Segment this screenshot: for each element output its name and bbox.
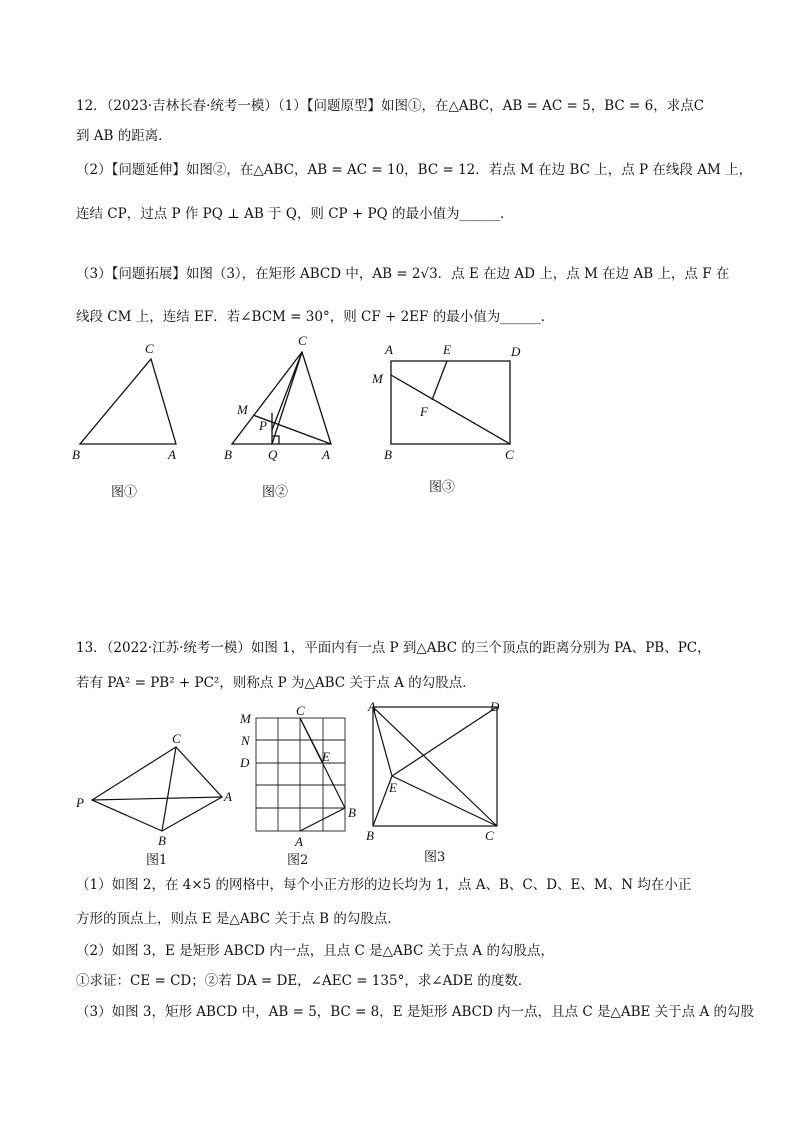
q13-fig1-label-a: A	[224, 789, 232, 804]
q13-fig1-label-c: C	[172, 731, 181, 746]
q12-line-2: 到 AB 的距离．	[76, 128, 172, 144]
q12-fig1-label-c: C	[145, 341, 154, 356]
q12-fig3-label-d: D	[511, 344, 521, 359]
q12-line-5: （3）【问题拓展】如图（3），在矩形 ABCD 中，AB = 2√3．点 E 在边 AD 上，点 M 在边 AB 上，点 F 在	[76, 266, 730, 282]
q13-fig2-grid	[256, 718, 345, 831]
q13-fig2-label-m: M	[240, 711, 251, 726]
q12-fig3-caption: 图③	[429, 480, 456, 495]
q12-fig3-rectangle	[391, 361, 510, 444]
q12-fig3-label-e: E	[443, 342, 451, 357]
q13-fig2-label-c: C	[296, 703, 305, 718]
q13-line-2: 若有 PA² = PB² + PC²，则称点 P 为△ABC 关于点 A 的勾股点．	[76, 675, 476, 691]
q12-fig3-label-b: B	[384, 447, 392, 462]
q12-fig2-label-a: A	[322, 447, 330, 462]
q13-fig3-label-e: E	[389, 780, 397, 795]
q13-fig2-label-e: E	[322, 749, 330, 764]
q13-fig2-label-n: N	[241, 733, 250, 748]
q13-fig1-label-p: P	[76, 795, 84, 810]
q13-line-5: （2）如图 3，E 是矩形 ABCD 内一点，且点 C 是△ABC 关于点 A 的勾股点，	[76, 943, 554, 959]
q12-fig3-label-a: A	[385, 342, 393, 357]
q12-fig2-caption: 图②	[262, 485, 289, 500]
q13-fig2-label-b: B	[348, 805, 356, 820]
q13-fig3-label-b: B	[366, 828, 374, 843]
q12-line-6: 线段 CM 上，连结 EF．若∠BCM = 30°，则 CF + 2EF 的最小值为______．	[76, 309, 555, 325]
q13-line-1: 13．（2022·江苏·统考一模）如图 1，平面内有一点 P 到△ABC 的三个顶点的距离分别为 PA、PB、PC，	[76, 640, 711, 656]
q12-fig3-label-f: F	[420, 404, 428, 419]
q13-fig1-label-b: B	[158, 833, 166, 848]
q13-fig3-label-a: A	[368, 699, 376, 714]
q12-line-3: （2）【问题延伸】如图②，在△ABC，AB = AC = 10，BC = 12．若点 M 在边 BC 上，点 P 在线段 AM 上，	[76, 162, 753, 178]
q12-fig3-label-m: M	[372, 371, 383, 386]
q13-fig1-shape	[92, 747, 222, 831]
q13-line-3: （1）如图 2，在 4×5 的网格中，每个小正方形的边长均为 1，点 A、B、C、D、E、M、N 均在小正	[76, 877, 692, 893]
q12-fig1-caption: 图①	[111, 485, 138, 500]
q13-fig3-caption: 图3	[424, 850, 446, 865]
q12-line-4: 连结 CP，过点 P 作 PQ ⊥ AB 于 Q，则 CP + PQ 的最小值为______．	[76, 206, 514, 222]
q12-fig3-label-c: C	[505, 447, 514, 462]
q13-fig1-caption: 图1	[146, 853, 168, 868]
q13-fig3-rectangle	[373, 707, 497, 826]
q12-fig2-label-c: C	[298, 333, 307, 348]
q13-fig3-label-d: D	[490, 699, 500, 714]
q13-fig2-lines	[300, 718, 345, 831]
q12-fig2-label-b: B	[224, 447, 232, 462]
q12-fig1-label-b: B	[72, 447, 80, 462]
q13-line-6: ①求证：CE = CD；②若 DA = DE，∠AEC = 135°，求∠ADE 的度数．	[76, 973, 532, 989]
q12-fig2-triangle	[232, 352, 331, 444]
q13-fig2-label-d: D	[240, 755, 250, 770]
q13-line-7: （3）如图 3，矩形 ABCD 中，AB = 5，BC = 8，E 是矩形 ABCD 内一点，且点 C 是△ABE 关于点 A 的勾股	[76, 1004, 755, 1020]
q13-fig2-label-a: A	[295, 834, 303, 849]
q12-line-1: 12．（2023·吉林长春·统考一模）（1）【问题原型】如图①，在△ABC，AB = AC = 5，BC = 6，求点C	[76, 98, 705, 114]
q12-fig1-label-a: A	[168, 447, 176, 462]
q12-fig1-triangle	[80, 359, 176, 444]
q13-fig3-label-c: C	[485, 828, 494, 843]
q13-line-4: 方形的顶点上，则点 E 是△ABC 关于点 B 的勾股点．	[76, 911, 401, 927]
q13-fig2-caption: 图2	[287, 853, 309, 868]
q12-fig2-label-m: M	[237, 402, 248, 417]
q12-fig2-label-q: Q	[268, 447, 278, 462]
q12-fig2-label-p: P	[259, 418, 267, 433]
